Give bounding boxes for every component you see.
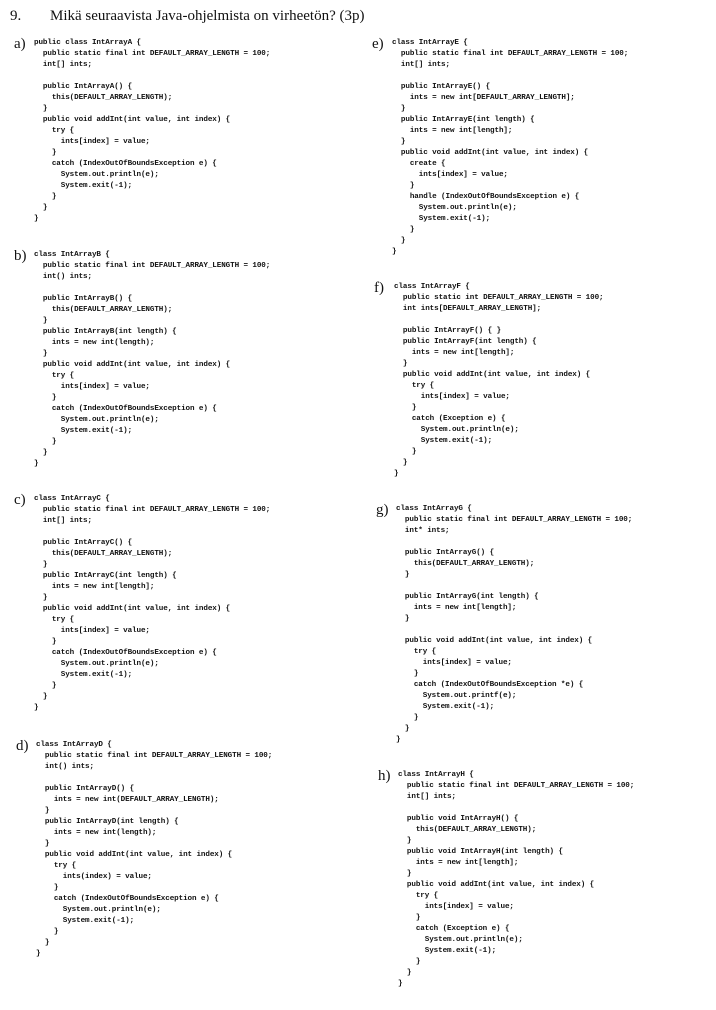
code-block: public class IntArrayA { public static final int DEFAULT_ARRAY_LENGTH = 100; int[] ints; public IntArrayA() { this(DEFAULT_ARRAY_LENGTH); } public void addInt(int value, int index) { try { ints[index] = value; } catch (IndexOutOfBoundsException e) { System.out.println(e); System.exit(-1); } } } <box>34 39 271 223</box>
option-letter: f) <box>374 280 384 296</box>
code-block: class IntArrayC { public static final int DEFAULT_ARRAY_LENGTH = 100; int[] ints; public IntArrayC() { this(DEFAULT_ARRAY_LENGTH); } public IntArrayC(int length) { ints = new int[length]; } public void addInt(int value, int index) { try { ints[index] = value; } catch (IndexOutOfBoundsException e) { System.out.println(e); System.exit(-1); } } } <box>34 495 271 712</box>
option-letter: d) <box>16 738 29 754</box>
option-c <box>14 494 270 714</box>
option-d <box>16 740 272 960</box>
option-letter: a) <box>14 36 26 52</box>
code-block: class IntArrayF { public static int DEFAULT_ARRAY_LENGTH = 100; int ints[DEFAULT_ARRAY_LENGTH]; public IntArrayF() { } public IntArrayF(int length) { ints = new int[length]; } public void addInt(int value, int index) { try { ints[index] = value; } catch (Exception e) { System.out.println(e); System.exit(-1); } } } <box>394 283 604 478</box>
code-block: class IntArrayD { public static final int DEFAULT_ARRAY_LENGTH = 100; int() ints; public IntArrayD() { ints = new int(DEFAULT_ARRAY_LENGTH); } public IntArrayD(int length) { ints = new int(length); } public void addInt(int value, int index) { try { ints(index) = value; } catch (IndexOutOfBoundsException e) { System.out.println(e); System.exit(-1); } } } <box>36 741 273 958</box>
option-letter: b) <box>14 248 27 264</box>
code-block: class IntArrayE { public static final int DEFAULT_ARRAY_LENGTH = 100; int[] ints; public IntArrayE() { ints = new int[DEFAULT_ARRAY_LENGTH]; } public IntArrayE(int length) { ints = new int[length]; } public void addInt(int value, int index) { create { ints[index] = value; } handle (IndexOutOfBoundsException e) { System.out.println(e); System.exit(-1); } } } <box>392 39 629 256</box>
option-letter: h) <box>378 768 391 784</box>
code-block: class IntArrayH { public static final int DEFAULT_ARRAY_LENGTH = 100; int[] ints; public void IntArrayH() { this(DEFAULT_ARRAY_LENGTH); } public void IntArrayH(int length) { ints = new int[length]; } public void addInt(int value, int index) { try { ints[index] = value; } catch (Exception e) { System.out.println(e); System.exit(-1); } } } <box>398 771 635 988</box>
option-letter: c) <box>14 492 26 508</box>
option-b <box>14 250 270 470</box>
option-f <box>374 282 603 480</box>
code-block: class IntArrayB { public static final int DEFAULT_ARRAY_LENGTH = 100; int() ints; public IntArrayB() { this(DEFAULT_ARRAY_LENGTH); } public IntArrayB(int length) { ints = new int(length); } public void addInt(int value, int index) { try { ints[index] = value; } catch (IndexOutOfBoundsException e) { System.out.println(e); System.exit(-1); } } } <box>34 251 271 468</box>
option-letter: e) <box>372 36 384 52</box>
option-a <box>14 38 270 225</box>
option-e <box>372 38 628 258</box>
option-h <box>378 770 634 990</box>
option-g <box>376 504 632 746</box>
question-title <box>10 8 364 25</box>
question-text: Mikä seuraavista Java-ohjelmista on virheetön? (3p) <box>50 8 365 24</box>
question-number: 9. <box>10 8 22 24</box>
code-block: class IntArrayG { public static final int DEFAULT_ARRAY_LENGTH = 100; int* ints; public IntArrayG() { this(DEFAULT_ARRAY_LENGTH); } public IntArrayG(int length) { ints = new int[length]; } public void addInt(int value, int index) { try { ints[index] = value; } catch (IndexOutOfBoundsException *e) { System.out.printf(e); System.exit(-1); } } } <box>396 505 633 744</box>
option-letter: g) <box>376 502 389 518</box>
